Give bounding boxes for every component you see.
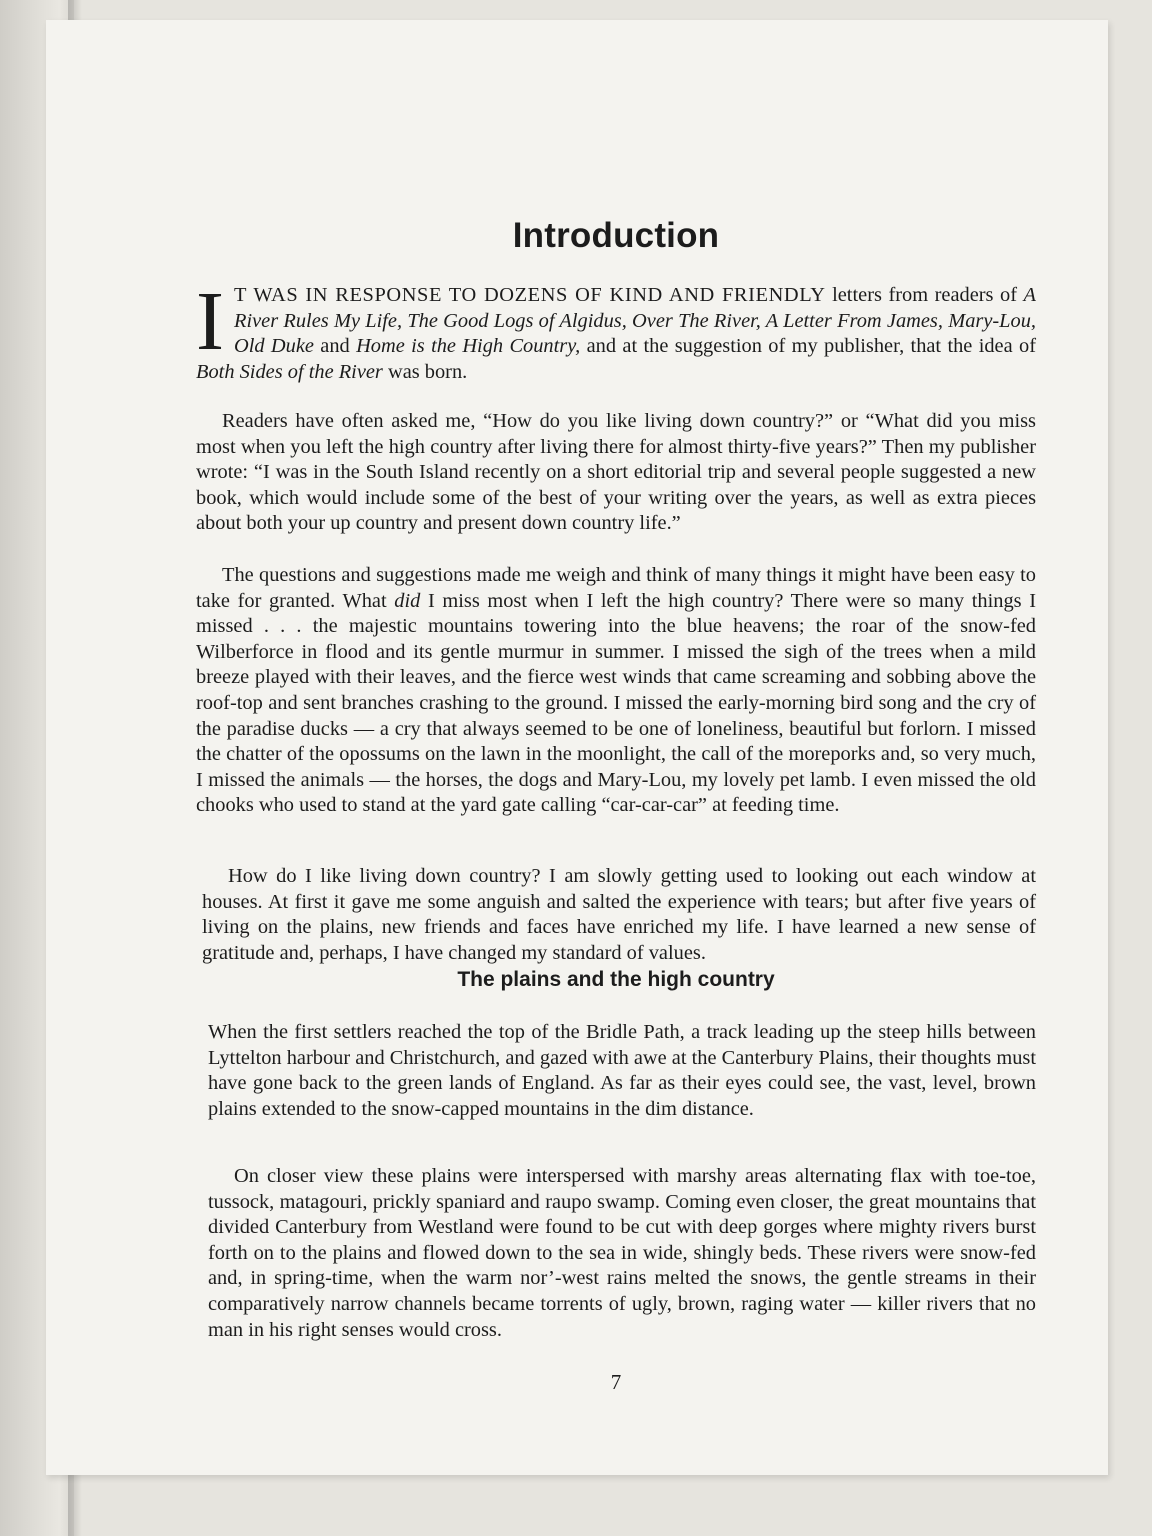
paragraph-questions-a: The questions and suggestions made me weigh and think of many things it might have been easy to take for granted. What (196, 564, 1036, 612)
paragraph-settlers: When the first settlers reached the top of the Bridle Path, a track leading up the steep hills between Lyttelton harbour and Christchurch, and gazed with awe at the Canterbury Plains, their thoughts must have gone back to the green lands of England. As far as their eyes could see, the vast, level, brown plains extended to the snow-capped mountains in the dim distance. (208, 1021, 1036, 1120)
book-title-both-sides: Both Sides of the River (196, 360, 383, 383)
intro-paragraph (196, 275, 1036, 385)
page-title: Introduction (512, 216, 720, 255)
book-page (46, 20, 1108, 1475)
emphasis-did: did (394, 589, 421, 612)
intro-small-caps: T WAS IN RESPONSE TO DOZENS OF KIND AND FRIENDLY (233, 284, 826, 306)
section-subheading: The plains and the high country (457, 968, 775, 991)
intro-text-4: was born. (382, 360, 468, 383)
drop-cap: I (196, 275, 224, 368)
paragraph-readers: Readers have often asked me, “How do you like living down country?” or “What did you miss most when you left the high country after living there for almost thirty-five years?” Then my publisher wrote: “I was in the South Island recently on a short editorial trip and several people suggested a new book, which would include some of the best of your writing over the years, as well as extra pieces about both your up country and present down country life.” (196, 410, 1036, 535)
page-number: 7 (610, 1370, 622, 1394)
paragraph-closer-view: On closer view these plains were interspersed with marshy areas alternating flax with toe-toe, tussock, matagouri, prickly spaniard and raupo swamp. Coming even closer, the great mountains that divided Canterbury from Westland were found to be cut with deep gorges where mighty rivers burst forth on to the plains and flowed down to the sea in wide, shingly beds. These rivers were snow-fed and, in spring-time, when the warm nor’-west rains melted the snows, the gentle streams in their comparatively narrow channels became torrents of ugly, brown, raging water — killer rivers that no man in his right senses would cross. (208, 1165, 1036, 1341)
paragraph-questions (196, 563, 1036, 819)
intro-text-3: and at the suggestion of my publisher, that the idea of (580, 335, 1036, 358)
intro-text-2: and (313, 335, 357, 358)
paragraph-down-country: How do I like living down country? I am slowly getting used to looking out each window at houses. At first it gave me some anguish and salted the experience with tears; but after five years of living on the plains, new friends and faces have enriched my life. I have learned a new sense of gratitude and, perhaps, I have changed my standard of values. (202, 865, 1036, 964)
book-title-home: Home is the High Country, (356, 335, 581, 358)
book-titles: A River Rules My Life, The Good Logs of Algidus, Over The River, A Letter From James, Mary-Lou, Old Duke (233, 284, 1036, 358)
paragraph-questions-b: I miss most when I left the high country? There were so many things I missed . . . the majestic mountains towering into the blue heavens; the roar of the snow-fed Wilberforce in flood and its gentle murmur in summer. I missed the sigh of the trees when a mild breeze played with their leaves, and the fierce west winds that came screaming and sobbing above the roof-top and sent branches crashing to the ground. I missed the early-morning bird song and the cry of the paradise ducks — a cry that always seemed to be one of loneliness, beautiful but forlorn. I missed the chatter of the opossums on the lawn in the moonlight, the call of the moreporks and, so very much, I missed the animals — the horses, the dogs and Mary-Lou, my lovely pet lamb. I even missed the old chooks who used to stand at the yard gate calling “car-car-car” at feeding time. (196, 589, 1036, 817)
intro-text-1: letters from readers of (825, 284, 1024, 306)
